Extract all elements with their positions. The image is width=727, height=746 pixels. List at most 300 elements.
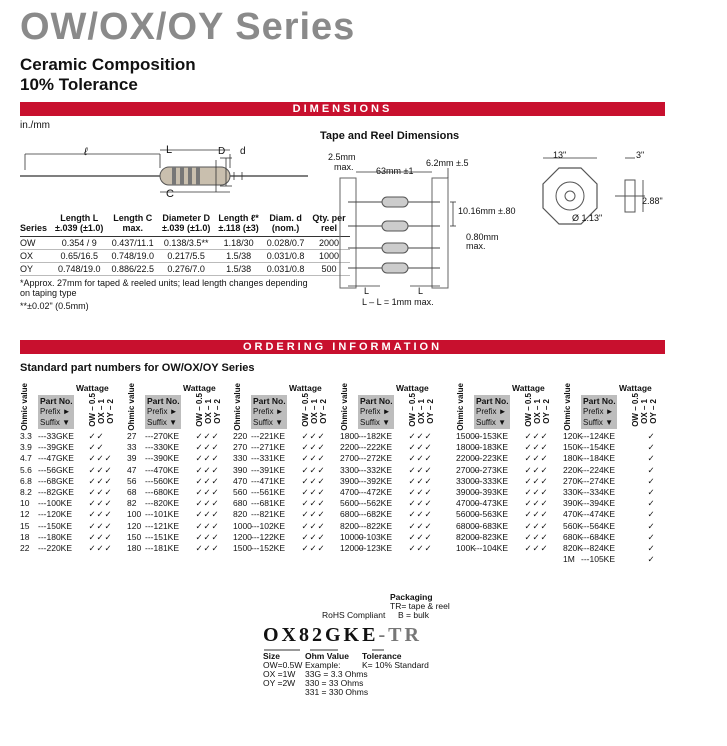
part-number: ---563KE <box>474 509 509 520</box>
ohmic-value: 470K <box>563 509 583 520</box>
cell: 0.276/7.0 <box>158 262 214 275</box>
header-wattage: Wattage <box>619 383 652 393</box>
header-suffix: Suffix ▼ <box>253 418 284 427</box>
part-row <box>456 509 548 520</box>
part-number: ---33GKE <box>38 431 74 441</box>
part-row <box>456 465 548 476</box>
label-D: D <box>218 146 226 157</box>
th-qty: Qty. per reel <box>308 214 349 236</box>
ohmic-value: 18 <box>20 531 30 542</box>
check-oy: ✓ <box>104 475 112 486</box>
part-row <box>127 465 219 476</box>
check-ox: ✓ <box>96 475 104 486</box>
check-oy: ✓ <box>424 453 432 464</box>
ohmic-value: 22 <box>20 542 30 553</box>
part-row <box>20 431 112 442</box>
part-number: ---152KE <box>251 542 286 553</box>
part-number: ---470KE <box>145 464 180 475</box>
part-row <box>563 509 655 520</box>
check-oy: ✓ <box>211 531 219 542</box>
part-number: ---104KE <box>474 542 509 553</box>
check-ow: ✓ <box>88 498 96 509</box>
check-ox: ✓ <box>532 520 540 531</box>
check-ow: ✓ <box>88 464 96 475</box>
check-oy: ✓ <box>647 498 655 509</box>
check-ox: ✓ <box>532 431 540 441</box>
ordering-column <box>20 381 115 554</box>
check-oy: ✓ <box>540 453 548 464</box>
part-row <box>340 498 432 509</box>
part-number: ---273KE <box>474 464 509 475</box>
ohmic-value: 330K <box>563 486 583 497</box>
note-tolerance: **±0.02" (0.5mm) <box>20 301 89 311</box>
check-ox: ✓ <box>532 498 540 509</box>
part-number: ---56GKE <box>38 464 74 475</box>
check-oy: ✓ <box>211 520 219 531</box>
ordering-column <box>127 381 222 554</box>
check-ox: ✓ <box>203 520 211 531</box>
packaging-b: B = bulk <box>398 610 429 620</box>
header-suffix: Suffix ▼ <box>476 418 507 427</box>
header-suffix: Suffix ▼ <box>360 418 391 427</box>
cell: OW <box>20 236 51 249</box>
check-ow: ✓ <box>408 475 416 486</box>
ohmic-value: 1000 <box>233 520 252 531</box>
part-number: ---124KE <box>581 431 616 441</box>
check-ow: ✓ <box>88 486 96 497</box>
check-oy: ✓ <box>540 475 548 486</box>
series-title: OW/OX/OY Series <box>20 6 356 48</box>
check-ox: ✓ <box>532 542 540 553</box>
check-oy: ✓ <box>424 475 432 486</box>
header-ow: OW – 0.5 <box>88 393 97 427</box>
check-ow: ✓ <box>301 453 309 464</box>
ohmic-value: 220 <box>233 431 248 441</box>
check-ow: ✓ <box>408 464 416 475</box>
packaging-label: Packaging <box>390 592 433 602</box>
header-ohmic-value: Ohmic value <box>127 383 136 431</box>
ohmic-value: 1200 <box>233 531 252 542</box>
label-diff: L – L = 1mm max. <box>362 297 434 307</box>
part-row <box>563 521 655 532</box>
check-oy: ✓ <box>647 520 655 531</box>
cell: OX <box>20 249 51 262</box>
part-number: ---103KE <box>358 531 393 542</box>
part-row <box>563 476 655 487</box>
check-ow: ✓ <box>524 442 532 453</box>
check-ow: ✓ <box>195 464 203 475</box>
check-ow: ✓ <box>88 475 96 486</box>
part-row <box>233 521 325 532</box>
part-row <box>233 476 325 487</box>
check-ow: ✓ <box>408 486 416 497</box>
part-row <box>456 543 548 554</box>
ohmic-value: 680 <box>233 498 248 509</box>
header-wattage: Wattage <box>396 383 429 393</box>
check-ox: ✓ <box>96 542 104 553</box>
header-ow: OW – 0.5 <box>195 393 204 427</box>
part-number: ---120KE <box>38 509 73 520</box>
part-number: ---471KE <box>251 475 286 486</box>
check-ow: ✓ <box>524 520 532 531</box>
ohm-ex2: 330 = 33 Ohms <box>305 678 364 688</box>
part-row <box>20 498 112 509</box>
check-oy: ✓ <box>211 431 219 441</box>
check-ox: ✓ <box>96 520 104 531</box>
check-oy: ✓ <box>647 554 655 565</box>
check-ow: ✓ <box>408 531 416 542</box>
check-ox: ✓ <box>416 464 424 475</box>
ohmic-value: 33 <box>127 442 137 453</box>
header-oy: OY – 2 <box>319 399 328 424</box>
header-ox: OX – 1 <box>640 399 649 424</box>
part-row <box>20 476 112 487</box>
check-ox: ✓ <box>532 442 540 453</box>
part-row <box>20 509 112 520</box>
check-oy: ✓ <box>540 509 548 520</box>
header-part-no: Part No. <box>360 396 393 406</box>
check-ox: ✓ <box>416 475 424 486</box>
check-ox: ✓ <box>309 431 317 441</box>
ohmic-value: 8200 <box>340 520 359 531</box>
check-ox: ✓ <box>309 464 317 475</box>
label-286in: 2.88" <box>642 196 663 206</box>
part-number: ---150KE <box>38 520 73 531</box>
ohmic-value: 39 <box>127 453 137 464</box>
header-part-no: Part No. <box>40 396 73 406</box>
check-ow: ✓ <box>524 475 532 486</box>
header-ox: OX – 1 <box>310 399 319 424</box>
ordering-subtitle: Standard part numbers for OW/OX/OY Series <box>20 362 255 374</box>
check-ow: ✓ <box>195 509 203 520</box>
part-number: ---560KE <box>145 475 180 486</box>
check-oy: ✓ <box>647 464 655 475</box>
part-number: ---332KE <box>358 464 393 475</box>
check-ow: ✓ <box>408 431 416 441</box>
check-ow: ✓ <box>524 531 532 542</box>
check-oy: ✓ <box>317 453 325 464</box>
part-number: ---100KE <box>38 498 73 509</box>
check-oy: ✓ <box>317 498 325 509</box>
part-number: ---223KE <box>474 453 509 464</box>
part-row <box>20 442 112 453</box>
part-row <box>233 509 325 520</box>
label-d: d <box>240 146 246 157</box>
part-number: ---47GKE <box>38 453 74 464</box>
cell: 500 <box>308 262 349 275</box>
check-ox: ✓ <box>96 509 104 520</box>
header-part-no: Part No. <box>476 396 509 406</box>
ohmic-value: 390 <box>233 464 248 475</box>
check-oy: ✓ <box>647 486 655 497</box>
part-row <box>340 476 432 487</box>
check-ox: ✓ <box>203 464 211 475</box>
check-ox: ✓ <box>416 531 424 542</box>
ohmic-value: 68000 <box>456 520 480 531</box>
ohmic-value: 2700 <box>340 453 359 464</box>
part-row <box>233 465 325 476</box>
check-oy: ✓ <box>540 442 548 453</box>
check-ox: ✓ <box>416 431 424 441</box>
check-ow: ✓ <box>195 542 203 553</box>
check-ox: ✓ <box>532 475 540 486</box>
check-oy: ✓ <box>647 509 655 520</box>
ohmic-value: 680K <box>563 531 583 542</box>
part-row <box>233 453 325 464</box>
part-number: ---222KE <box>358 442 393 453</box>
header-part-no: Part No. <box>583 396 616 406</box>
check-oy: ✓ <box>647 453 655 464</box>
ohmic-value: 12000 <box>340 542 364 553</box>
tolerance-k: K= 10% Standard <box>362 660 429 670</box>
check-ow: ✓ <box>88 520 96 531</box>
part-row <box>20 521 112 532</box>
check-ow: ✓ <box>524 498 532 509</box>
ordering-column <box>340 381 435 554</box>
th-diam-d: Diam. d (nom.) <box>263 214 309 236</box>
tape-reel-title: Tape and Reel Dimensions <box>320 130 460 142</box>
part-number: ---680KE <box>145 486 180 497</box>
ohmic-value: 2200 <box>340 442 359 453</box>
ohmic-value: 47000 <box>456 498 480 509</box>
cell: 0.028/0.7 <box>263 236 309 249</box>
size-ow: OW=0.5W <box>263 660 303 670</box>
check-oy: ✓ <box>647 475 655 486</box>
part-row <box>127 431 219 442</box>
part-row <box>20 532 112 543</box>
check-ox: ✓ <box>309 486 317 497</box>
check-ox: ✓ <box>532 464 540 475</box>
check-ow: ✓ <box>408 498 416 509</box>
check-oy: ✓ <box>317 486 325 497</box>
part-row <box>127 476 219 487</box>
cell: 1.18/30 <box>214 236 262 249</box>
ohmic-value: 3900 <box>340 475 359 486</box>
part-number: ---564KE <box>581 520 616 531</box>
ohmic-value: 3.3 <box>20 431 32 441</box>
part-number: ---154KE <box>581 442 616 453</box>
header-ohmic-value: Ohmic value <box>233 383 242 431</box>
part-number: ---561KE <box>251 486 286 497</box>
check-oy: ✓ <box>317 464 325 475</box>
part-number: ---334KE <box>581 486 616 497</box>
table-row <box>20 262 350 275</box>
part-number: ---121KE <box>145 520 180 531</box>
th-diameter-D: Diameter D ±.039 (±1.0) <box>158 214 214 236</box>
part-row <box>340 543 432 554</box>
resistor-drawing <box>20 140 310 210</box>
check-ox: ✓ <box>203 531 211 542</box>
th-length-L: Length L ±.039 (±1.0) <box>51 214 107 236</box>
ohmic-value: 330 <box>233 453 248 464</box>
check-oy: ✓ <box>647 442 655 453</box>
th-series: Series <box>20 214 51 236</box>
ohmic-value: 56 <box>127 475 137 486</box>
check-ox: ✓ <box>203 498 211 509</box>
check-oy: ✓ <box>104 486 112 497</box>
ohmic-value: 1500 <box>233 542 252 553</box>
check-ox: ✓ <box>203 442 211 453</box>
ohmic-value: 27 <box>127 431 137 441</box>
check-oy: ✓ <box>540 431 548 441</box>
ohmic-value: 820K <box>563 542 583 553</box>
check-ox: ✓ <box>203 453 211 464</box>
part-row <box>456 442 548 453</box>
ordering-bar: ORDERING INFORMATION <box>20 340 665 354</box>
part-row <box>127 442 219 453</box>
check-ox: ✓ <box>96 453 104 464</box>
label-max2: max. <box>466 241 486 251</box>
part-number: ---181KE <box>145 542 180 553</box>
part-number: ---184KE <box>581 453 616 464</box>
check-ox: ✓ <box>416 542 424 553</box>
ohmic-value: 27000 <box>456 464 480 475</box>
check-ow: ✓ <box>524 509 532 520</box>
check-oy: ✓ <box>211 498 219 509</box>
ohmic-value: 39000 <box>456 486 480 497</box>
check-ox: ✓ <box>203 542 211 553</box>
check-ow: ✓ <box>301 475 309 486</box>
label-1016mm: 10.16mm ±.80 <box>458 206 516 216</box>
ordering-header <box>340 381 435 431</box>
note-approx: *Approx. 27mm for taped & reeled units; lead length changes depending on taping type <box>20 278 308 299</box>
part-number: ---270KE <box>145 431 180 441</box>
header-ohmic-value: Ohmic value <box>563 383 572 431</box>
check-oy: ✓ <box>540 486 548 497</box>
header-oy: OY – 2 <box>542 399 551 424</box>
check-ow: ✓ <box>408 442 416 453</box>
check-ox: ✓ <box>96 442 104 453</box>
ohmic-value: 270 <box>233 442 248 453</box>
check-oy: ✓ <box>104 542 112 553</box>
part-row <box>127 453 219 464</box>
check-oy: ✓ <box>540 542 548 553</box>
check-oy: ✓ <box>647 531 655 542</box>
ohmic-value: 270K <box>563 475 583 486</box>
part-row <box>340 453 432 464</box>
subtitle-tolerance: 10% Tolerance <box>20 75 138 94</box>
label-L2: L <box>418 286 424 296</box>
check-oy: ✓ <box>104 464 112 475</box>
part-row <box>340 487 432 498</box>
part-number: ---180KE <box>38 531 73 542</box>
part-number: ---271KE <box>251 442 286 453</box>
ohmic-value: 8.2 <box>20 486 32 497</box>
check-ox: ✓ <box>203 431 211 441</box>
check-oy: ✓ <box>104 509 112 520</box>
header-part-no: Part No. <box>253 396 286 406</box>
part-number: ---822KE <box>358 520 393 531</box>
ohmic-value: 47 <box>127 464 137 475</box>
part-row <box>563 453 655 464</box>
header-oy: OY – 2 <box>426 399 435 424</box>
check-ox: ✓ <box>309 498 317 509</box>
part-number: ---821KE <box>251 509 286 520</box>
part-number: ---274KE <box>581 475 616 486</box>
part-row <box>456 532 548 543</box>
header-suffix: Suffix ▼ <box>40 418 71 427</box>
part-number: ---101KE <box>145 509 180 520</box>
cell: 2000 <box>308 236 349 249</box>
check-oy: ✓ <box>317 542 325 553</box>
check-oy: ✓ <box>211 464 219 475</box>
th-length-l: Length ℓ* ±.118 (±3) <box>214 214 262 236</box>
part-row <box>563 442 655 453</box>
part-number: ---824KE <box>581 542 616 553</box>
check-ow: ✓ <box>524 464 532 475</box>
ordering-column <box>563 381 658 565</box>
header-ow: OW – 0.5 <box>408 393 417 427</box>
header-prefix: Prefix ► <box>476 407 507 416</box>
check-ox: ✓ <box>416 486 424 497</box>
part-row <box>20 543 112 554</box>
check-ow: ✓ <box>524 431 532 441</box>
cell: 0.031/0.8 <box>263 249 309 262</box>
check-ow: ✓ <box>408 453 416 464</box>
part-row <box>456 476 548 487</box>
header-ohmic-value: Ohmic value <box>340 383 349 431</box>
header-wattage: Wattage <box>183 383 216 393</box>
check-ow: ✓ <box>301 498 309 509</box>
part-number: ---68GKE <box>38 475 74 486</box>
check-ox: ✓ <box>416 453 424 464</box>
check-ow: ✓ <box>195 442 203 453</box>
ohmic-value: 3300 <box>340 464 359 475</box>
ohmic-value: 6800 <box>340 509 359 520</box>
check-ow: ✓ <box>195 453 203 464</box>
table-row <box>20 249 350 262</box>
check-ox: ✓ <box>203 475 211 486</box>
check-ow: ✓ <box>408 542 416 553</box>
check-oy: ✓ <box>424 531 432 542</box>
check-ox: ✓ <box>203 509 211 520</box>
header-wattage: Wattage <box>289 383 322 393</box>
check-ow: ✓ <box>524 486 532 497</box>
check-oy: ✓ <box>211 453 219 464</box>
ohmic-value: 10 <box>20 498 30 509</box>
part-row <box>127 487 219 498</box>
check-ow: ✓ <box>195 520 203 531</box>
ohmic-value: 470 <box>233 475 248 486</box>
part-row <box>456 498 548 509</box>
part-row <box>127 543 219 554</box>
label-080mm: 0.80mm <box>466 232 499 242</box>
header-suffix: Suffix ▼ <box>583 418 614 427</box>
label-l: ℓ <box>84 146 88 158</box>
label-62mm: 6.2mm ±.5 <box>426 158 469 168</box>
label-max: max. <box>334 162 354 172</box>
part-number: ---682KE <box>358 509 393 520</box>
ohmic-value: 10000 <box>340 531 364 542</box>
part-row <box>340 532 432 543</box>
check-ox: ✓ <box>532 531 540 542</box>
part-number: ---390KE <box>145 453 180 464</box>
check-oy: ✓ <box>211 475 219 486</box>
check-ox: ✓ <box>309 475 317 486</box>
part-row <box>127 532 219 543</box>
check-ow: ✓ <box>195 431 203 441</box>
check-ox: ✓ <box>203 486 211 497</box>
check-ow: ✓ <box>88 453 96 464</box>
check-ow: ✓ <box>408 520 416 531</box>
part-row <box>20 487 112 498</box>
header-ow: OW – 0.5 <box>631 393 640 427</box>
ordering-header <box>20 381 115 431</box>
part-number: ---153KE <box>474 431 509 441</box>
part-row <box>233 431 325 442</box>
header-prefix: Prefix ► <box>360 407 391 416</box>
label-63mm: 63mm ±1 <box>376 166 414 176</box>
